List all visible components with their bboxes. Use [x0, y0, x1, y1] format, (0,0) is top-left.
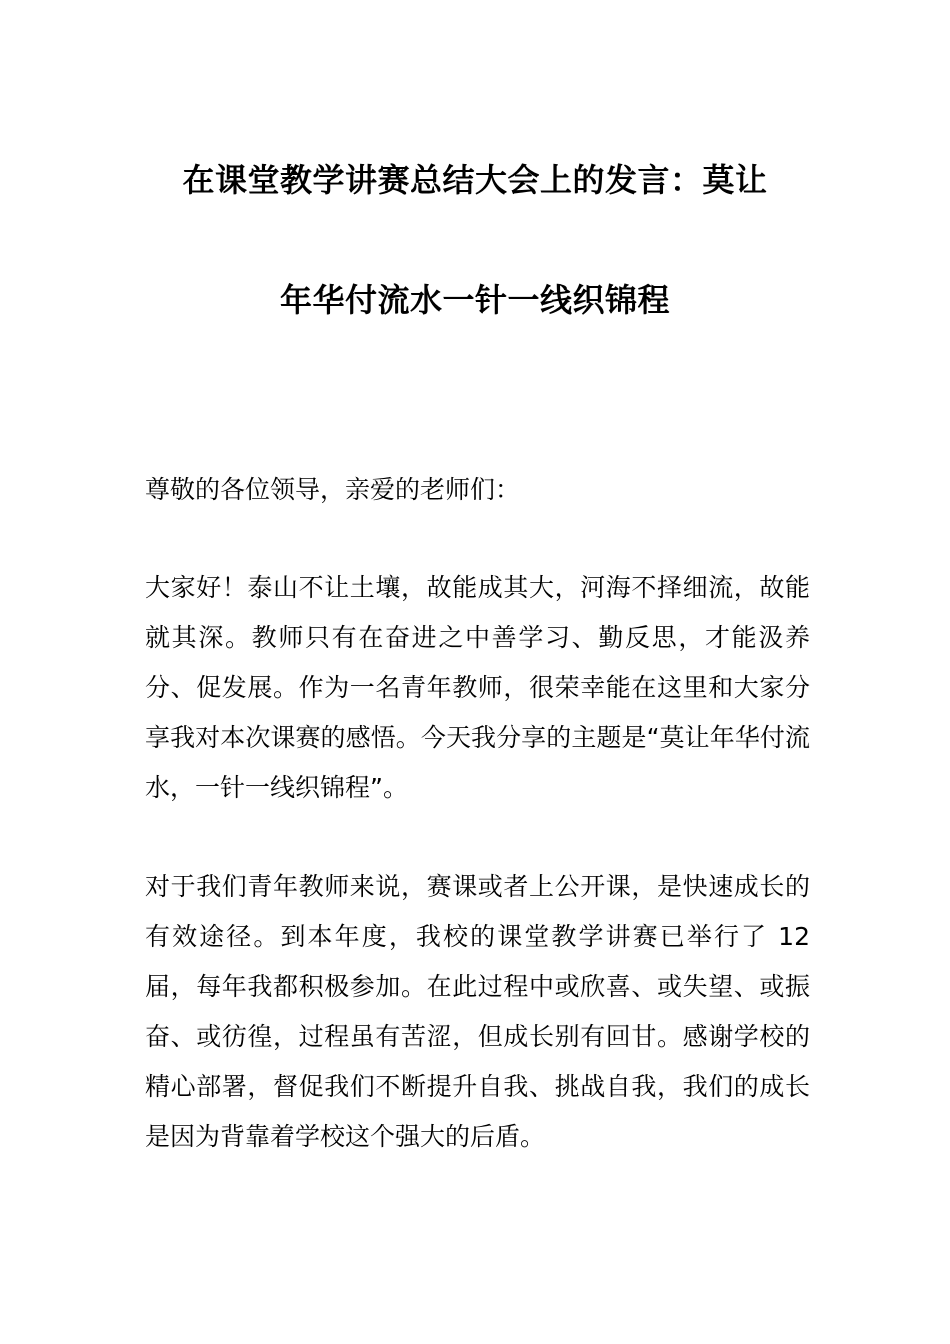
document-title-line-2: 年华付流水一针一线织锦程	[279, 281, 670, 319]
document-title-line-1: 在课堂教学讲赛总结大会上的发言：莫让	[182, 161, 768, 199]
salutation: 尊敬的各位领导，亲爱的老师们：	[145, 475, 521, 504]
paragraph-1: 大家好！泰山不让土壤，故能成其大，河海不择细流，故能就其深。教师只有在奋进之中善学习、勤反思，才能汲养分、促发展。作为一名青年教师，很荣幸能在这里和大家分享我对本次课赛的感悟。今天我分享的主题是“莫让年华付流水，一针一线织锦程”。	[145, 573, 810, 802]
paragraph-2: 对于我们青年教师来说，赛课或者上公开课，是快速成长的有效途径。到本年度，我校的课堂教学讲赛已举行了 12 届，每年我都积极参加。在此过程中或欣喜、或失望、或振奋、或彷徨，过程虽有苦涩，但成长别有回甘。感谢学校的精心部署，督促我们不断提升自我、挑战自我，我们的成长是因为背靠着学校这个强大的后盾。	[145, 872, 810, 1151]
